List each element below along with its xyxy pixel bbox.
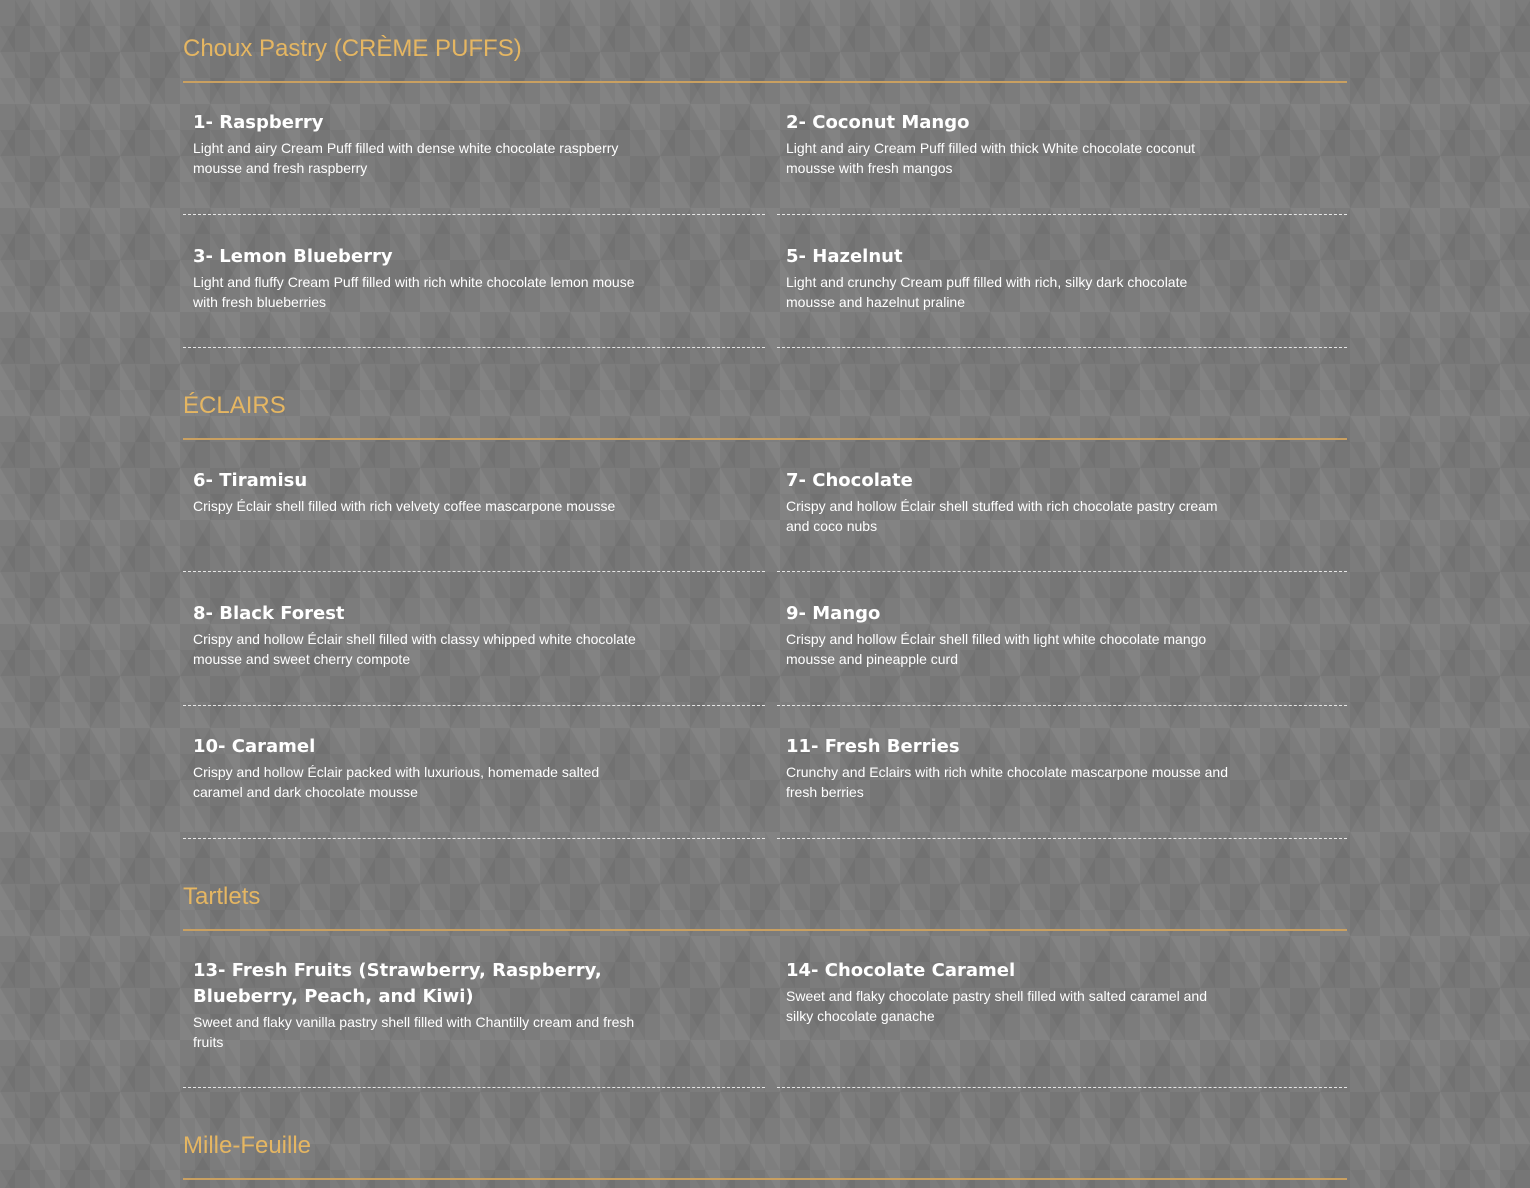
menu-item-raspberry bbox=[183, 110, 765, 215]
item-description: Sweet and flaky chocolate pastry shell filled with salted caramel and silky chocolate ganache bbox=[786, 988, 1207, 1024]
menu-item-tiramisu bbox=[183, 468, 765, 572]
item-title: 13- Fresh Fruits (Strawberry, Raspberry, Blueberry, Peach, and Kiwi) bbox=[193, 960, 602, 1007]
section-divider bbox=[183, 81, 1347, 83]
item-title: 6- Tiramisu bbox=[193, 470, 308, 491]
item-title: 5- Hazelnut bbox=[786, 246, 903, 267]
menu-item-fresh-fruits bbox=[183, 958, 765, 1088]
menu-item-black-forest bbox=[183, 601, 765, 706]
item-description: Crispy Éclair shell filled with rich velvety coffee mascarpone mousse bbox=[193, 498, 616, 514]
menu-item-fresh-berries bbox=[777, 734, 1347, 839]
menu-item-mango bbox=[777, 601, 1347, 706]
item-description: Crunchy and Eclairs with rich white chocolate mascarpone mousse and fresh berries bbox=[786, 764, 1228, 800]
section-divider bbox=[183, 1178, 1347, 1180]
menu-item-hazelnut bbox=[777, 244, 1347, 348]
item-title: 14- Chocolate Caramel bbox=[786, 960, 1016, 981]
menu-item-chocolate bbox=[777, 468, 1347, 572]
section-divider bbox=[183, 438, 1347, 440]
menu-item-lemon-blueberry bbox=[183, 244, 765, 348]
item-description: Crispy and hollow Éclair shell filled with light white chocolate mango mousse and pineapple curd bbox=[786, 631, 1207, 667]
menu-item-chocolate-caramel bbox=[777, 958, 1347, 1088]
item-description: Sweet and flaky vanilla pastry shell filled with Chantilly cream and fresh fruits bbox=[193, 1014, 635, 1050]
item-description: Crispy and hollow Éclair packed with luxurious, homemade salted caramel and dark chocolate mousse bbox=[193, 764, 600, 800]
menu-item-caramel bbox=[183, 734, 765, 839]
item-title: 11- Fresh Berries bbox=[786, 736, 960, 757]
item-title: 7- Chocolate bbox=[786, 470, 913, 491]
section-title-eclairs: ÉCLAIRS bbox=[183, 392, 286, 419]
menu-item-coconut-mango bbox=[777, 110, 1347, 215]
item-description: Light and airy Cream Puff filled with thick White chocolate coconut mousse with fresh mangos bbox=[786, 140, 1196, 176]
item-title: 1- Raspberry bbox=[193, 112, 324, 133]
item-title: 8- Black Forest bbox=[193, 603, 345, 624]
item-title: 3- Lemon Blueberry bbox=[193, 246, 393, 267]
section-title-mille-feuille: Mille-Feuille bbox=[183, 1132, 312, 1159]
section-title-tartlets: Tartlets bbox=[183, 883, 261, 910]
item-description: Crispy and hollow Éclair shell stuffed with rich chocolate pastry cream and coco nubs bbox=[786, 498, 1218, 534]
section-divider bbox=[183, 929, 1347, 931]
item-description: Light and crunchy Cream puff filled with rich, silky dark chocolate mousse and hazelnut praline bbox=[786, 274, 1188, 310]
item-description: Light and fluffy Cream Puff filled with rich white chocolate lemon mouse with fresh blueberries bbox=[193, 274, 635, 310]
item-description: Crispy and hollow Éclair shell filled with classy whipped white chocolate mousse and sweet cherry compote bbox=[193, 631, 636, 667]
item-title: 9- Mango bbox=[786, 603, 881, 624]
item-description: Light and airy Cream Puff filled with dense white chocolate raspberry mousse and fresh raspberry bbox=[193, 140, 619, 176]
section-title-choux: Choux Pastry (CRÈME PUFFS) bbox=[183, 35, 522, 62]
item-title: 10- Caramel bbox=[193, 736, 316, 757]
item-title: 2- Coconut Mango bbox=[786, 112, 970, 133]
